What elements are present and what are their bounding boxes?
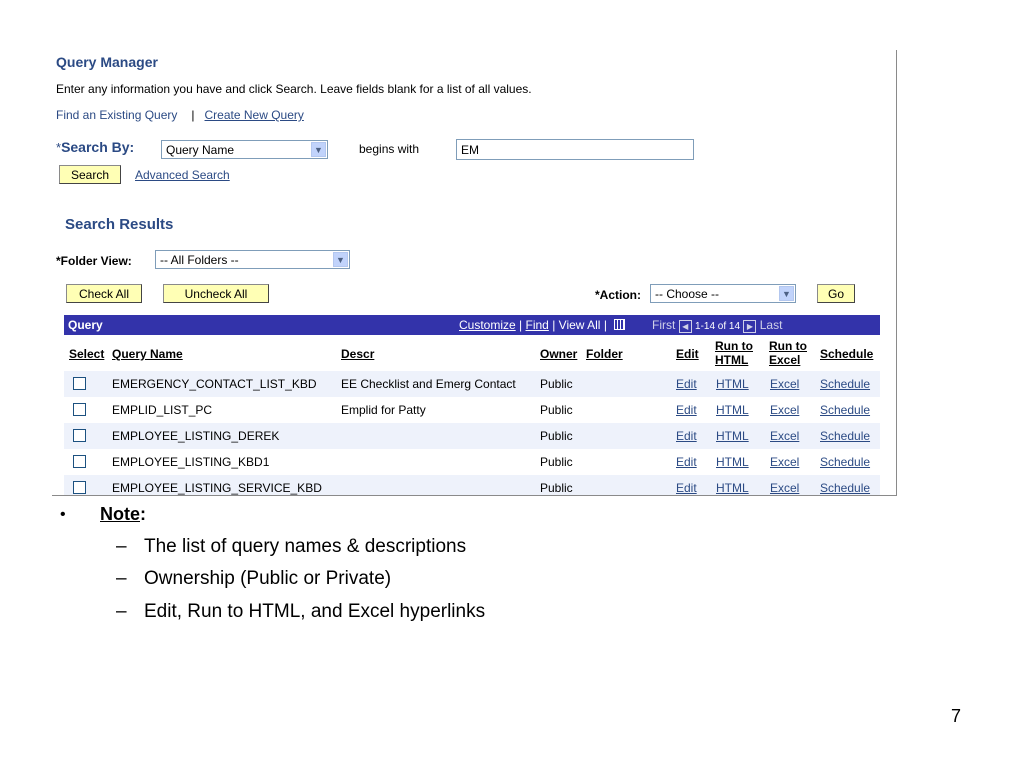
row-schedule-link[interactable]: Schedule (820, 481, 871, 495)
note-item-text: Edit, Run to HTML, and Excel hyperlinks (144, 601, 486, 622)
chevron-down-icon: ▼ (333, 252, 348, 267)
search-by-label (56, 139, 134, 155)
row-checkbox[interactable] (73, 481, 86, 494)
chevron-down-icon: ▼ (311, 142, 326, 157)
note-item (116, 601, 486, 623)
search-by-text: Search By: (61, 139, 135, 155)
grid-sep: | (519, 318, 523, 332)
row-checkbox[interactable] (73, 455, 86, 468)
tab-separator: | (191, 108, 195, 122)
col-owner[interactable]: Owner (540, 347, 578, 361)
col-select[interactable]: Select (69, 347, 105, 361)
uncheck-all-button[interactable]: Uncheck All (163, 284, 269, 303)
col-descr[interactable]: Descr (341, 347, 375, 361)
table-row (64, 475, 880, 496)
note-bullet: • (60, 506, 66, 523)
row-schedule-link[interactable]: Schedule (820, 377, 871, 391)
row-html-link[interactable]: HTML (716, 429, 749, 443)
note-dash: – (116, 568, 127, 589)
arrow-right-icon[interactable]: ▶ (743, 320, 756, 333)
note-heading-text: Note (100, 504, 140, 524)
row-excel-link[interactable]: Excel (770, 455, 800, 469)
row-html-link[interactable]: HTML (716, 403, 749, 417)
row-query-name: EMERGENCY_CONTACT_LIST_KBD (112, 377, 317, 391)
row-owner: Public (540, 403, 573, 417)
grid-pager (652, 318, 782, 333)
action-value: -- Choose -- (655, 287, 720, 301)
query-manager-page (52, 50, 896, 495)
row-schedule-link[interactable]: Schedule (820, 429, 871, 443)
row-owner: Public (540, 481, 573, 495)
note-dash: – (116, 601, 127, 622)
note-item (116, 568, 392, 590)
col-run-html[interactable] (715, 339, 753, 367)
check-all-button[interactable]: Check All (66, 284, 142, 303)
grid-title: Query (68, 318, 103, 332)
col-edit[interactable]: Edit (676, 347, 699, 361)
row-excel-link[interactable]: Excel (770, 377, 800, 391)
row-checkbox[interactable] (73, 429, 86, 442)
grid-nav (459, 318, 625, 332)
col-folder[interactable]: Folder (586, 347, 623, 361)
tab-create-new[interactable]: Create New Query (204, 108, 304, 122)
col-run-excel[interactable] (769, 339, 807, 367)
table-row (64, 371, 880, 397)
grid-sep: | (552, 318, 556, 332)
view-all-link[interactable]: View All (558, 318, 601, 332)
grid-icon[interactable] (614, 319, 625, 330)
row-query-name: EMPLOYEE_LISTING_SERVICE_KBD (112, 481, 322, 495)
note-heading (100, 504, 146, 525)
search-button[interactable]: Search (59, 165, 121, 184)
row-owner: Public (540, 429, 573, 443)
search-input[interactable]: EM (456, 139, 694, 160)
folder-view-value: -- All Folders -- (160, 253, 239, 267)
row-edit-link[interactable]: Edit (676, 455, 697, 469)
row-descr: EE Checklist and Emerg Contact (341, 377, 516, 391)
row-owner: Public (540, 455, 573, 469)
search-by-select[interactable] (161, 140, 328, 159)
row-html-link[interactable]: HTML (716, 377, 749, 391)
table-row (64, 397, 880, 423)
row-checkbox[interactable] (73, 403, 86, 416)
page-title: Query Manager (56, 54, 158, 70)
note-heading-colon: : (140, 504, 146, 524)
grid-sep: | (603, 318, 607, 332)
row-owner: Public (540, 377, 573, 391)
advanced-search-link[interactable]: Advanced Search (135, 168, 230, 182)
row-excel-link[interactable]: Excel (770, 403, 800, 417)
row-edit-link[interactable]: Edit (676, 403, 697, 417)
row-html-link[interactable]: HTML (716, 481, 749, 495)
go-button[interactable]: Go (817, 284, 855, 303)
note-item-text: The list of query names & descriptions (144, 536, 467, 557)
find-link[interactable]: Find (525, 318, 549, 332)
row-query-name: EMPLID_LIST_PC (112, 403, 213, 417)
col-run-html-line1: Run to (715, 339, 753, 353)
instructions-text: Enter any information you have and click Search. Leave fields blank for a list of all values. (56, 82, 532, 96)
table-row (64, 449, 880, 475)
folder-view-select[interactable] (155, 250, 350, 269)
row-edit-link[interactable]: Edit (676, 481, 697, 495)
row-schedule-link[interactable]: Schedule (820, 455, 871, 469)
row-checkbox[interactable] (73, 377, 86, 390)
tab-bar (56, 108, 304, 122)
action-label: *Action: (595, 288, 641, 302)
table-row (64, 423, 880, 449)
arrow-left-icon[interactable]: ◀ (679, 320, 692, 333)
col-run-excel-line1: Run to (769, 339, 807, 353)
last-link[interactable]: Last (759, 318, 783, 332)
col-query-name[interactable]: Query Name (112, 347, 183, 361)
slide-number: 7 (951, 706, 962, 726)
col-run-html-line2: HTML (715, 353, 749, 367)
row-excel-link[interactable]: Excel (770, 429, 800, 443)
action-select[interactable] (650, 284, 796, 303)
search-by-value: Query Name (166, 143, 235, 157)
row-descr: Emplid for Patty (341, 403, 426, 417)
required-marker: * (56, 140, 62, 155)
col-run-excel-line2: Excel (769, 353, 801, 367)
note-item (116, 536, 467, 558)
operator-label: begins with (359, 142, 420, 156)
screenshot-frame (52, 50, 897, 496)
col-schedule[interactable]: Schedule (820, 347, 874, 361)
note-dash: – (116, 536, 127, 557)
row-query-name: EMPLOYEE_LISTING_DEREK (112, 429, 280, 443)
chevron-down-icon: ▼ (779, 286, 794, 301)
row-range: 1-14 of 14 (695, 321, 741, 332)
row-html-link[interactable]: HTML (716, 455, 749, 469)
row-excel-link[interactable]: Excel (770, 481, 800, 495)
row-query-name: EMPLOYEE_LISTING_KBD1 (112, 455, 270, 469)
row-edit-link[interactable]: Edit (676, 429, 697, 443)
note-item-text: Ownership (Public or Private) (144, 568, 392, 589)
first-link[interactable]: First (652, 318, 676, 332)
tab-find-existing[interactable]: Find an Existing Query (56, 108, 178, 122)
customize-link[interactable]: Customize (459, 318, 516, 332)
search-results-title: Search Results (65, 216, 174, 233)
row-edit-link[interactable]: Edit (676, 377, 697, 391)
folder-view-label: *Folder View: (56, 254, 132, 268)
grid-header-bar (64, 315, 880, 335)
row-schedule-link[interactable]: Schedule (820, 403, 871, 417)
